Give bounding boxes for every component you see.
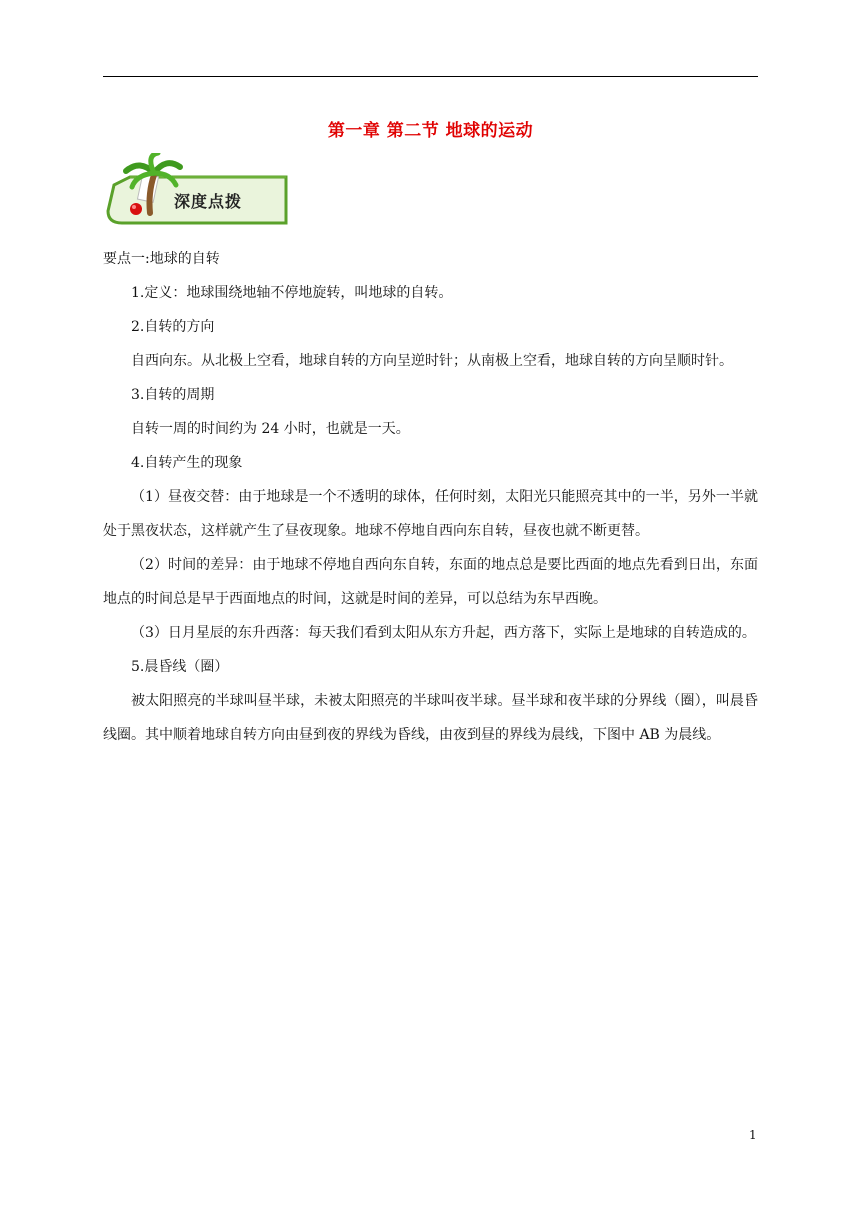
- paragraph: 自转一周的时间约为 24 小时，也就是一天。: [131, 421, 410, 437]
- section-badge: [100, 153, 300, 233]
- paragraph: （2）时间的差异：由于地球不停地自西向东自转，东面的地点总是要比西面的地点先看到日出，东面地点的时间总是早于西面地点的时间，这就是时间的差异，可以总结为东早西晚。: [103, 557, 758, 607]
- subheading: 4.自转产生的现象: [131, 455, 243, 471]
- paragraph: （1）昼夜交替：由于地球是一个不透明的球体，任何时刻，太阳光只能照亮其中的一半，另外一半就处于黑夜状态，这样就产生了昼夜现象。地球不停地自西向东自转，昼夜也就不断更替。: [103, 489, 758, 539]
- paragraph: 被太阳照亮的半球叫昼半球，未被太阳照亮的半球叫夜半球。昼半球和夜半球的分界线（圈），叫晨昏线圈。其中顺着地球自转方向由昼到夜的界线为昏线，由夜到昼的界线为晨线，下图中 AB 为晨线。: [103, 693, 758, 743]
- document-body: [103, 242, 758, 752]
- subheading: 3.自转的周期: [131, 387, 215, 403]
- section-heading: 要点一:地球的自转: [103, 251, 220, 267]
- page-number: 1: [749, 1128, 757, 1142]
- header-rule: [103, 76, 758, 77]
- badge-label: 深度点拨: [174, 192, 243, 211]
- paragraph: （3）日月星辰的东升西落：每天我们看到太阳从东方升起，西方落下，实际上是地球的自转造成的。: [131, 625, 756, 641]
- page-title: 第一章 第二节 地球的运动: [327, 121, 534, 141]
- subheading: 5.晨昏线（圈）: [131, 659, 229, 675]
- paragraph: 自西向东。从北极上空看，地球自转的方向呈逆时针；从南极上空看，地球自转的方向呈顺时针。: [131, 353, 733, 369]
- subheading: 2.自转的方向: [131, 319, 215, 335]
- paragraph: 1.定义：地球围绕地轴不停地旋转，叫地球的自转。: [131, 285, 453, 301]
